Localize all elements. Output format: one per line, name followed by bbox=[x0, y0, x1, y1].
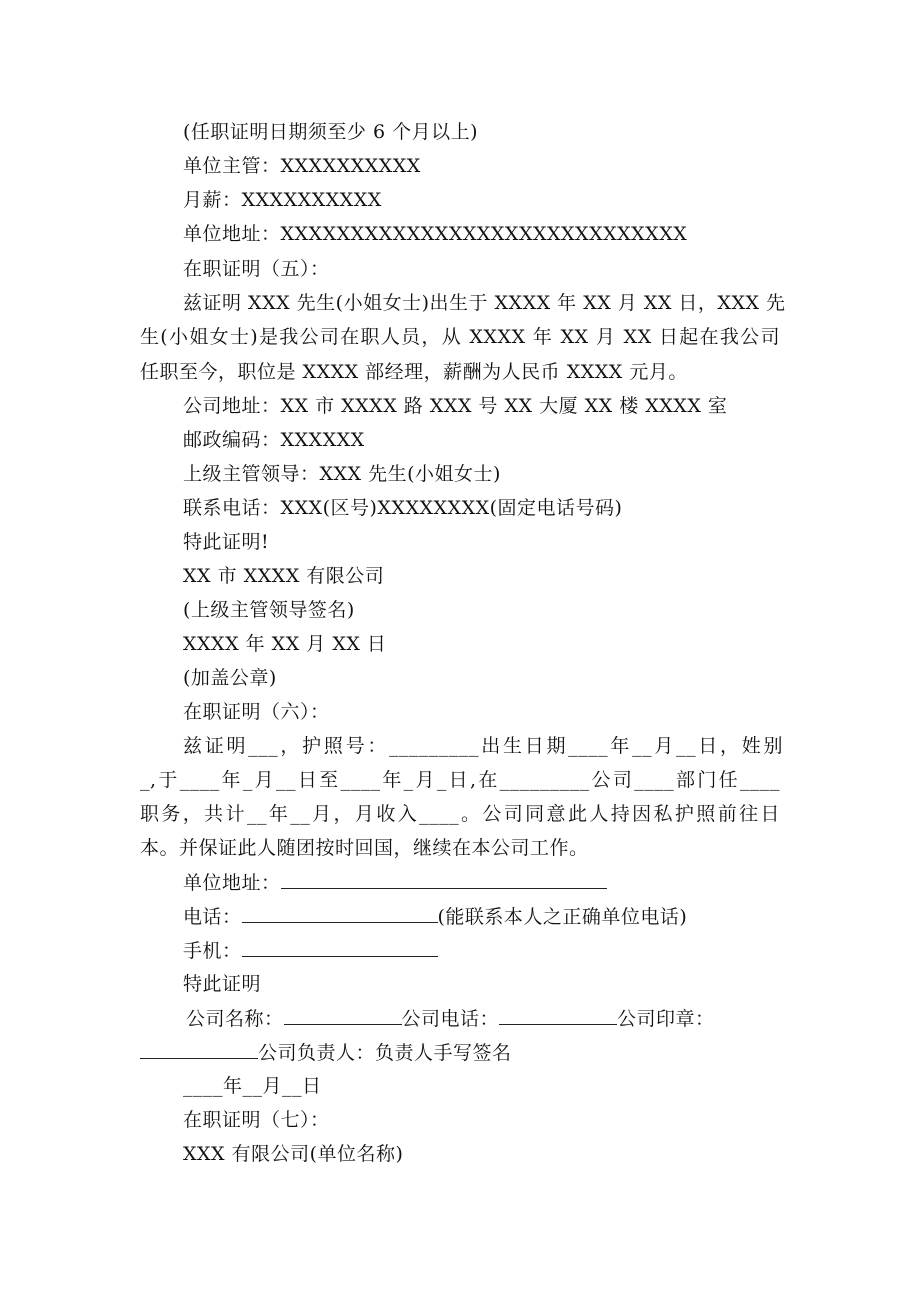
blank-line bbox=[242, 938, 438, 957]
section-heading: 在职证明（七）： bbox=[183, 1109, 330, 1131]
text-line: (任职证明日期须至少 6 个月以上) bbox=[183, 121, 478, 143]
text-line: XXX 有限公司(单位名称) bbox=[183, 1143, 404, 1165]
text-line: 联系电话：XXX(区号)XXXXXXXX(固定电话号码) bbox=[183, 497, 623, 519]
text-line: 特此证明! bbox=[183, 531, 270, 553]
mobile-field-row bbox=[183, 938, 783, 963]
paragraph-line: 生(小姐女士)是我公司在职人员，从 XXXX 年 XX 月 XX 日起在我公司 bbox=[140, 326, 780, 348]
text-line: (上级主管领导签名) bbox=[183, 599, 355, 621]
field-label: 手机： bbox=[183, 940, 242, 962]
company-info-row bbox=[140, 1040, 780, 1065]
phone-field-row bbox=[183, 904, 783, 929]
text-line: 特此证明 bbox=[183, 973, 262, 995]
blank-line bbox=[281, 870, 607, 889]
field-label: 公司名称： bbox=[186, 1008, 284, 1030]
text-line: (加盖公章) bbox=[183, 667, 277, 689]
field-label: 公司印章： bbox=[617, 1008, 715, 1030]
field-label: 单位地址： bbox=[183, 872, 281, 894]
text-line: 单位地址：XXXXXXXXXXXXXXXXXXXXXXXXXXXXX bbox=[183, 223, 688, 245]
company-info-row bbox=[186, 1006, 786, 1031]
paragraph-line: 职务，共计__年__月，月收入____。公司同意此人持因私护照前往日 bbox=[140, 803, 780, 825]
text-line: 公司地址：XX 市 XXXX 路 XXX 号 XX 大厦 XX 楼 XXXX 室 bbox=[183, 395, 728, 417]
section-heading: 在职证明（六）： bbox=[183, 701, 330, 723]
paragraph-line: 本。并保证此人随团按时回国，继续在本公司工作。 bbox=[140, 837, 589, 859]
address-field-row bbox=[183, 870, 783, 895]
section-heading: 在职证明（五）： bbox=[183, 258, 330, 280]
field-label: 电话： bbox=[183, 906, 242, 928]
date-line: ____年__月__日 bbox=[183, 1075, 322, 1097]
blank-line bbox=[284, 1006, 402, 1025]
text-line: 月薪：XXXXXXXXXX bbox=[183, 189, 382, 211]
text-line: XXXX 年 XX 月 XX 日 bbox=[183, 633, 387, 655]
text-line: 单位主管：XXXXXXXXXX bbox=[183, 155, 421, 177]
field-note: (能联系本人之正确单位电话) bbox=[437, 906, 688, 928]
blank-line bbox=[499, 1006, 617, 1025]
text-line: 邮政编码：XXXXXX bbox=[183, 429, 365, 451]
paragraph-line: 任职至今，职位是 XXXX 部经理，薪酬为人民币 XXXX 元月。 bbox=[140, 361, 688, 383]
blank-line bbox=[242, 904, 438, 923]
text-line: 上级主管领导：XXX 先生(小姐女士) bbox=[183, 463, 501, 485]
field-label: 公司电话： bbox=[401, 1008, 500, 1030]
field-label: 公司负责人：负责人手写签名 bbox=[258, 1042, 512, 1064]
text-line: XX 市 XXXX 有限公司 bbox=[183, 565, 385, 587]
paragraph-line: 兹证明___，护照号：_________出生日期____年__月__日，姓别 bbox=[183, 735, 783, 757]
paragraph-line: _,于____年_月__日至____年_月_日,在_________公司____部门任____ bbox=[140, 769, 780, 791]
paragraph-line: 兹证明 XXX 先生(小姐女士)出生于 XXXX 年 XX 月 XX 日，XXX 先 bbox=[183, 292, 786, 314]
blank-line bbox=[140, 1040, 258, 1059]
